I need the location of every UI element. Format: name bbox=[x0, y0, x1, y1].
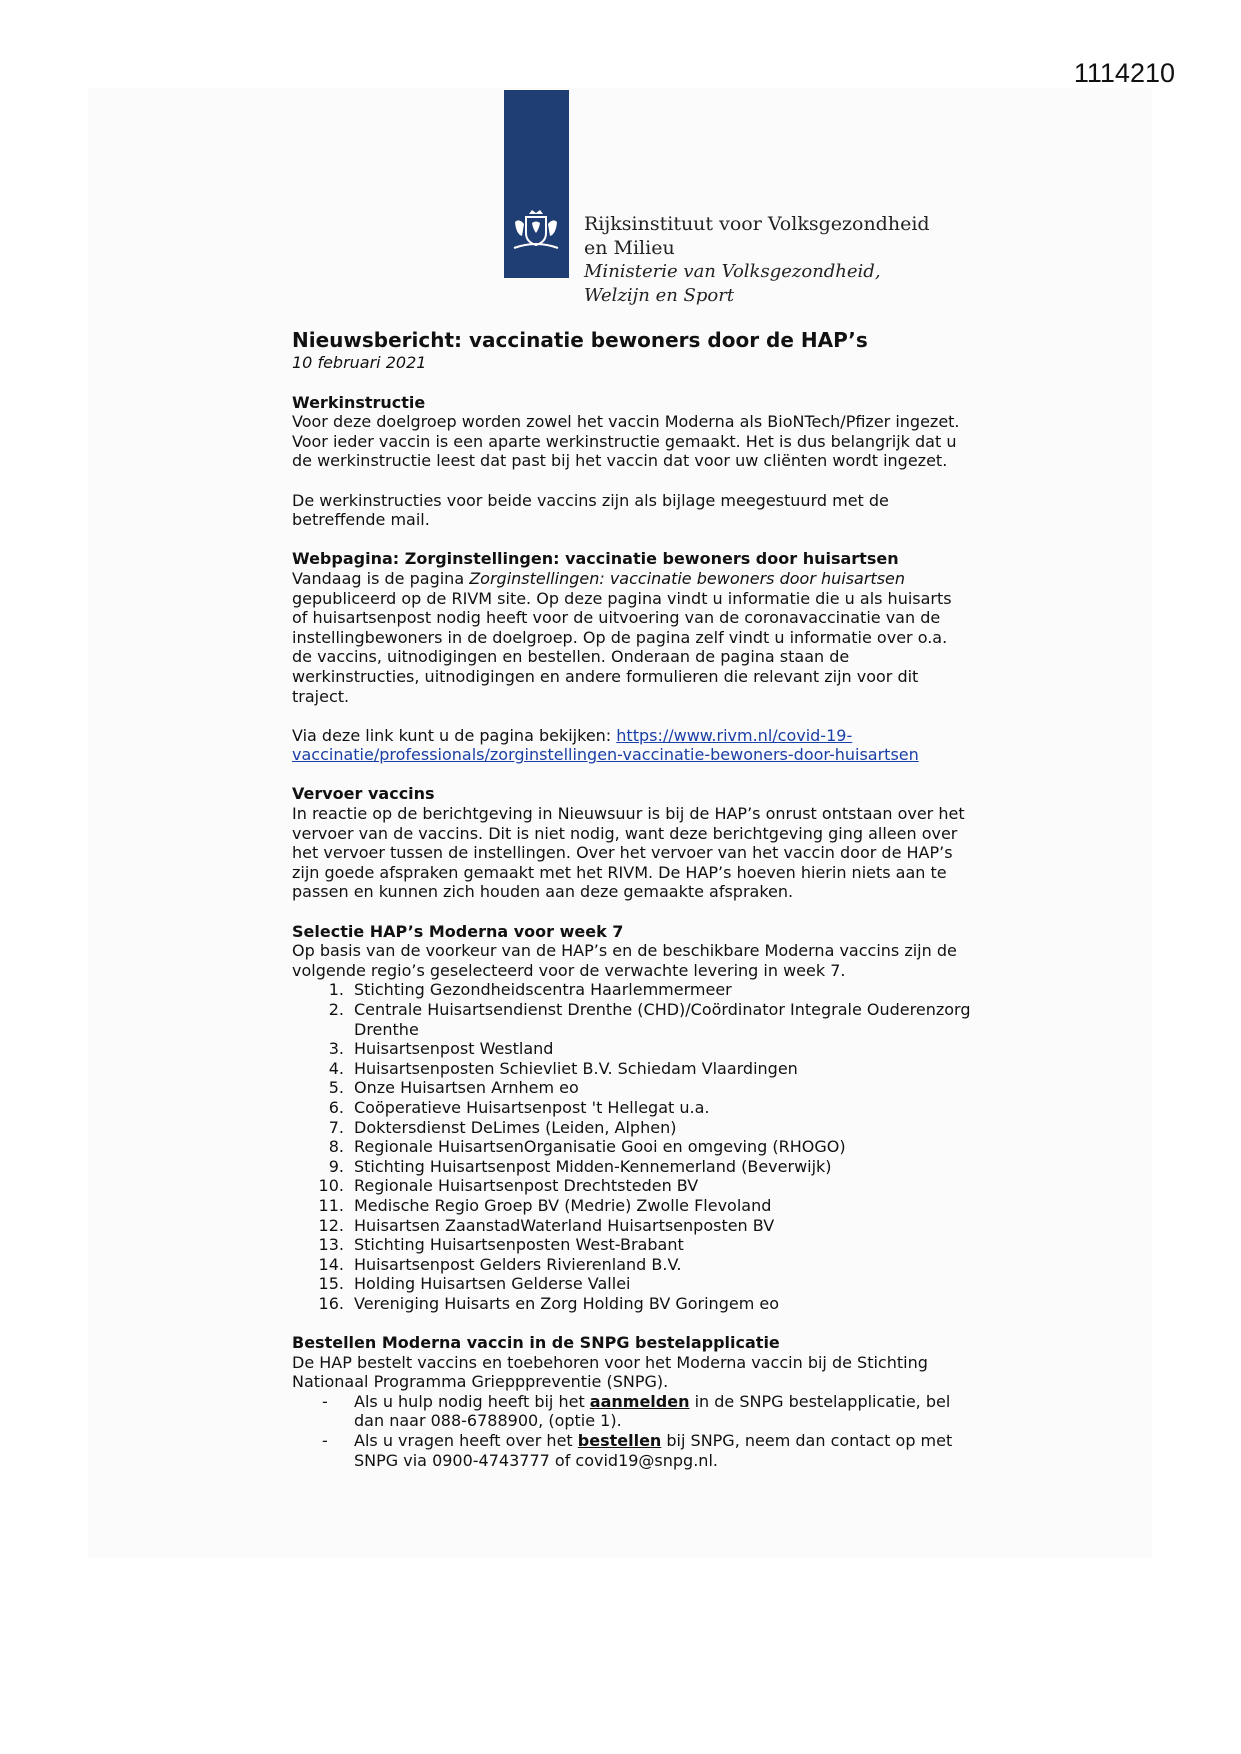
list-item: 7. Doktersdienst DeLimes (Leiden, Alphen) bbox=[328, 1117, 677, 1137]
list-item: 8. Regionale HuisartsenOrganisatie Gooi en omgeving (RHOGO) bbox=[328, 1137, 846, 1157]
contact-list bbox=[292, 1392, 972, 1470]
list-item: 4. Huisartsenposten Schievliet B.V. Schiedam Vlaardingen bbox=[328, 1058, 798, 1078]
list-item: 5. Onze Huisartsen Arnhem eo bbox=[328, 1078, 579, 1098]
section-heading-werkinstructie: Werkinstructie bbox=[292, 392, 426, 412]
list-item: 2. Centrale Huisartsendienst Drenthe (CHD)/Coördinator Integrale Ouderenzorg Drenthe bbox=[328, 1000, 971, 1039]
government-logo-bar bbox=[504, 90, 569, 278]
list-item: 1. Stichting Gezondheidscentra Haarlemmermeer bbox=[328, 980, 732, 1000]
publication-date: 10 februari 2021 bbox=[292, 353, 427, 372]
section-heading-selectie: Selectie HAP’s Moderna voor week 7 bbox=[292, 921, 624, 941]
coat-of-arms-icon bbox=[511, 208, 561, 254]
list-item: - Als u hulp nodig heeft bij het aanmelden in de SNPG bestelapplicatie, bel dan naar 088-6788900, (optie 1). bbox=[322, 1391, 951, 1431]
org-line-3: Ministerie van Volksgezondheid, bbox=[584, 261, 881, 282]
paragraph: In reactie op de berichtgeving in Nieuwsuur is bij de HAP’s onrust ontstaan over het vervoer van de vaccins. Dit is niet nodig, want deze berichtgeving ging alleen over het vervoer tussen de instellingen. Over het vervoer van het vaccin door de HAP’s zijn goede afspraken gemaakt met het RIVM. De HAP’s hoeven hierin niets aan te passen en kunnen zich houden aan deze gemaakte afspraken. bbox=[292, 804, 965, 902]
list-item: 9. Stichting Huisartsenpost Midden-Kennemerland (Beverwijk) bbox=[328, 1156, 832, 1176]
paragraph: De HAP bestelt vaccins en toebehoren voor het Moderna vaccin bij de Stichting Nationaal Programma Griepppreventie (SNPG). bbox=[292, 1352, 928, 1392]
regions-list bbox=[292, 980, 972, 1313]
section-heading-vervoer: Vervoer vaccins bbox=[292, 784, 435, 804]
paragraph: Vandaag is de pagina Zorginstellingen: vaccinatie bewoners door huisartsen gepubliceerd op de RIVM site. Op deze pagina vindt u informatie die u als huisarts of huisartsenpost nodig heeft voor de uitvoering van de coronavaccinatie van de instellingbewoners in de doelgroep. Op de pagina zelf vindt u informatie over o.a. de vaccins, uitnodigingen en bestellen. Onderaan de pagina staan de werkinstructies, uitnodigingen en andere formulieren die relevant zijn voor dit traject. bbox=[292, 568, 952, 706]
list-item: 11. Medische Regio Groep BV (Medrie) Zwolle Flevoland bbox=[318, 1195, 772, 1215]
paragraph: Op basis van de voorkeur van de HAP’s en de beschikbare Moderna vaccins zijn de volgende regio’s geselecteerd voor de verwachte levering in week 7. bbox=[292, 941, 957, 980]
rivm-page-link[interactable]: https://www.rivm.nl/covid-19- vaccinatie/professionals/zorginstellingen-vaccinatie-bewoners-door-huisartsen bbox=[292, 725, 919, 765]
list-item: 13. Stichting Huisartsenposten West-Brabant bbox=[318, 1235, 684, 1255]
section-heading-bestellen: Bestellen Moderna vaccin in de SNPG bestelapplicatie bbox=[292, 1333, 780, 1353]
org-line-4: Welzijn en Sport bbox=[584, 285, 735, 306]
page-title: Nieuwsbericht: vaccinatie bewoners door de HAP’s bbox=[292, 328, 868, 352]
paragraph: Voor deze doelgroep worden zowel het vaccin Moderna als BioNTech/Pfizer ingezet. Voor ieder vaccin is een aparte werkinstructie gemaakt. Het is dus belangrijk dat u de werkinstructie leest dat past bij het vaccin dat voor uw cliënten wordt ingezet. bbox=[292, 412, 960, 471]
paragraph: Via deze link kunt u de pagina bekijken: https://www.rivm.nl/covid-19- vaccinatie/professionals/zorginstellingen-vaccinatie-bewoners-door-huisartsen bbox=[292, 725, 919, 765]
list-item: 15. Holding Huisartsen Gelderse Vallei bbox=[318, 1274, 631, 1294]
org-line-2: en Milieu bbox=[584, 237, 675, 259]
list-item: 3. Huisartsenpost Westland bbox=[328, 1039, 554, 1059]
org-line-1: Rijksinstituut voor Volksgezondheid bbox=[584, 213, 930, 235]
organization-name bbox=[584, 212, 930, 308]
list-item: 12. Huisartsen ZaanstadWaterland Huisartsenposten BV bbox=[318, 1215, 775, 1235]
list-item: 6. Coöperatieve Huisartsenpost 't Hellegat u.a. bbox=[328, 1097, 710, 1117]
document-number: 1114210 bbox=[1073, 58, 1175, 88]
list-item: 10. Regionale Huisartsenpost Drechtsteden BV bbox=[318, 1176, 699, 1196]
page-name-italic: Zorginstellingen: vaccinatie bewoners door huisartsen bbox=[469, 568, 906, 588]
paragraph: De werkinstructies voor beide vaccins zijn als bijlage meegestuurd met de betreffende mail. bbox=[292, 490, 889, 530]
list-item: 16. Vereniging Huisarts en Zorg Holding BV Goringem eo bbox=[318, 1293, 779, 1313]
news-content bbox=[292, 328, 972, 1470]
section-heading-webpagina: Webpagina: Zorginstellingen: vaccinatie bewoners door huisartsen bbox=[292, 549, 899, 569]
list-item: 14. Huisartsenpost Gelders Rivierenland B.V. bbox=[318, 1254, 682, 1274]
list-item: - Als u vragen heeft over het bestellen bij SNPG, neem dan contact op met SNPG via 0900-4743777 of covid19@snpg.nl. bbox=[322, 1431, 953, 1470]
